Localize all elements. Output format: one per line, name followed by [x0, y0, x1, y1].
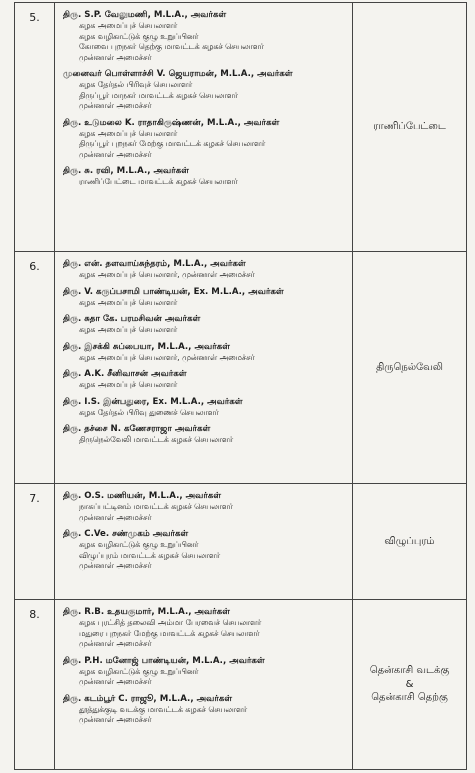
- member-role: தூத்துக்குடி வடக்கு மாவட்டக் கழகச் செயலாளர்: [79, 704, 248, 714]
- member-role: கழக அமைப்புச் செயலாளர், முன்னாள் அமைச்சர்: [79, 270, 255, 279]
- member-entry: [63, 286, 348, 309]
- row-number: 5.: [15, 3, 55, 252]
- allocation-table: [14, 2, 467, 770]
- member-entry: [63, 655, 348, 688]
- member-role: திருப்பூர் புறநகர் மேற்கு மாவட்டக் கழகச் செயலாளர்: [79, 139, 266, 148]
- member-role: திருநெல்வேலி மாவட்டக் கழகச் செயலாளர்: [79, 435, 234, 444]
- row-number: 8.: [15, 600, 55, 770]
- member-entry: [63, 528, 348, 572]
- member-entry: [63, 68, 348, 112]
- member-entry: [63, 165, 348, 188]
- member-entry: [63, 258, 348, 281]
- member-role: கழக வழிகாட்டுக் குழு உறுப்பினர்: [79, 666, 199, 676]
- member-entry: [63, 606, 348, 650]
- member-role: கழக வழிகாட்டுக் குழு உறுப்பினர்: [79, 31, 199, 41]
- member-entry: [63, 490, 348, 523]
- member-role: கோவை புறநகர் தெற்கு மாவட்டக் கழகச் செயலாளர்: [79, 42, 264, 51]
- member-role: முன்னாள் அமைச்சர்: [79, 639, 152, 648]
- member-role: முன்னாள் அமைச்சர்: [79, 561, 152, 570]
- member-name: முனைவர் பொள்ளாச்சி V. ஜெயராமன், M.L.A., அவர்கள்: [63, 69, 293, 79]
- member-role: கழக தேர்தல் பிரிவு துணைச் செயலாளர்: [79, 407, 219, 417]
- table-row: [15, 252, 467, 484]
- district-name: விழுப்புரம்: [384, 535, 435, 547]
- member-role: கழக புரட்சித் தலைவி அம்மா பேரவைச் செயலாளர்: [79, 618, 262, 627]
- member-name: திரு. தச்சை N. கணேசராஜா அவர்கள்: [63, 424, 211, 434]
- member-role: முன்னாள் அமைச்சர்: [79, 52, 152, 62]
- member-name: திரு. கடம்பூர் C. ராஜூ, M.L.A., அவர்கள்: [63, 693, 233, 704]
- district-cell: [353, 252, 467, 484]
- member-name: திரு. P.H. மனோஜ் பாண்டியன், M.L.A., அவர்கள்: [63, 655, 265, 666]
- member-entry: [63, 693, 348, 726]
- district-name: ராணிப்பேட்டை: [373, 121, 446, 133]
- table-row: [15, 484, 467, 600]
- member-role: கழக அமைப்புச் செயலாளர்: [79, 325, 178, 334]
- members-cell: [55, 3, 353, 252]
- member-role: கழக அமைப்புச் செயலாளர்: [79, 297, 178, 307]
- member-role: ராணிப்பேட்டை மாவட்டக் கழகச் செயலாளர்: [79, 177, 238, 186]
- member-role: கழக அமைப்புச் செயலாளர்: [79, 21, 178, 30]
- member-role: நாகப்பட்டினம் மாவட்டக் கழகச் செயலாளர்: [79, 502, 233, 511]
- members-cell: [55, 600, 353, 770]
- district-cell: [353, 3, 467, 252]
- member-name: திரு. C.Ve. சண்முகம் அவர்கள்: [63, 529, 189, 539]
- district-name: தென்காசி தெற்கு: [371, 692, 448, 704]
- member-name: திரு. V. கருப்பசாமி பாண்டியன், Ex. M.L.A., அவர்கள்: [63, 286, 284, 297]
- member-name: திரு. சு. ரவி, M.L.A., அவர்கள்: [63, 166, 190, 176]
- member-entry: [63, 396, 348, 419]
- member-name: திரு. I.S. இன்பதுரை, Ex. M.L.A., அவர்கள்: [63, 396, 243, 407]
- table-body: [15, 3, 467, 770]
- member-entry: [63, 9, 348, 63]
- member-role: கழக வழிகாட்டுக் குழு உறுப்பினர்: [79, 540, 199, 549]
- member-name: திரு. உடுமலை K. ராதாகிருஷ்ணன், M.L.A., அவர்கள்: [63, 117, 280, 128]
- table-row: [15, 3, 467, 252]
- member-role: முன்னாள் அமைச்சர்: [79, 512, 152, 522]
- district-cell: [353, 484, 467, 600]
- member-entry: [63, 313, 348, 336]
- member-name: திரு. R.B. உதயகுமார், M.L.A., அவர்கள்: [63, 607, 231, 617]
- members-cell: [55, 484, 353, 600]
- member-role: முன்னாள் அமைச்சர்: [79, 101, 152, 110]
- members-cell: [55, 252, 353, 484]
- member-role: கழக அமைப்புச் செயலாளர்: [79, 128, 178, 138]
- member-entry: [63, 368, 348, 391]
- member-entry: [63, 341, 348, 364]
- member-role: கழக அமைப்புச் செயலாளர்: [79, 380, 178, 389]
- member-role: கழக அமைப்புச் செயலாளர், முன்னாள் அமைச்சர்: [79, 352, 255, 362]
- member-role: விழுப்புரம் மாவட்டக் கழகச் செயலாளர்: [79, 550, 221, 560]
- row-number: 6.: [15, 252, 55, 484]
- member-role: முன்னாள் அமைச்சர்: [79, 149, 152, 159]
- member-name: திரு. A.K. சீனிவாசன் அவர்கள்: [63, 369, 187, 379]
- district-name: தென்காசி வடக்கு: [369, 665, 450, 677]
- member-role: மதுரை புறநகர் மேற்கு மாவட்டக் கழகச் செயலாளர்: [79, 628, 260, 638]
- district-cell: [353, 600, 467, 770]
- member-role: திருப்பூர் மாநகர் மாவட்டக் கழகச் செயலாளர்: [79, 90, 238, 100]
- member-role: முன்னாள் அமைச்சர்: [79, 715, 152, 724]
- district-name: திருநெல்வேலி: [376, 361, 443, 373]
- member-name: திரு. S.P. வேலுமணி, M.L.A., அவர்கள்: [63, 10, 227, 20]
- member-entry: [63, 423, 348, 446]
- member-role: முன்னாள் அமைச்சர்: [79, 677, 152, 686]
- row-number: 7.: [15, 484, 55, 600]
- member-name: திரு. என். தளவாய்சுந்தரம், M.L.A., அவர்கள்: [63, 259, 246, 269]
- member-name: திரு. O.S. மணியன், M.L.A., அவர்கள்: [63, 491, 222, 501]
- district-name: &: [405, 678, 414, 690]
- member-role: கழக தேர்தல் பிரிவுச் செயலாளர்: [79, 80, 193, 89]
- member-name: திரு. சுதா கே. பரமசிவன் அவர்கள்: [63, 314, 201, 324]
- table-row: [15, 600, 467, 770]
- member-entry: [63, 117, 348, 161]
- member-name: திரு. இசக்கி சுப்பையா, M.L.A., அவர்கள்: [63, 341, 230, 352]
